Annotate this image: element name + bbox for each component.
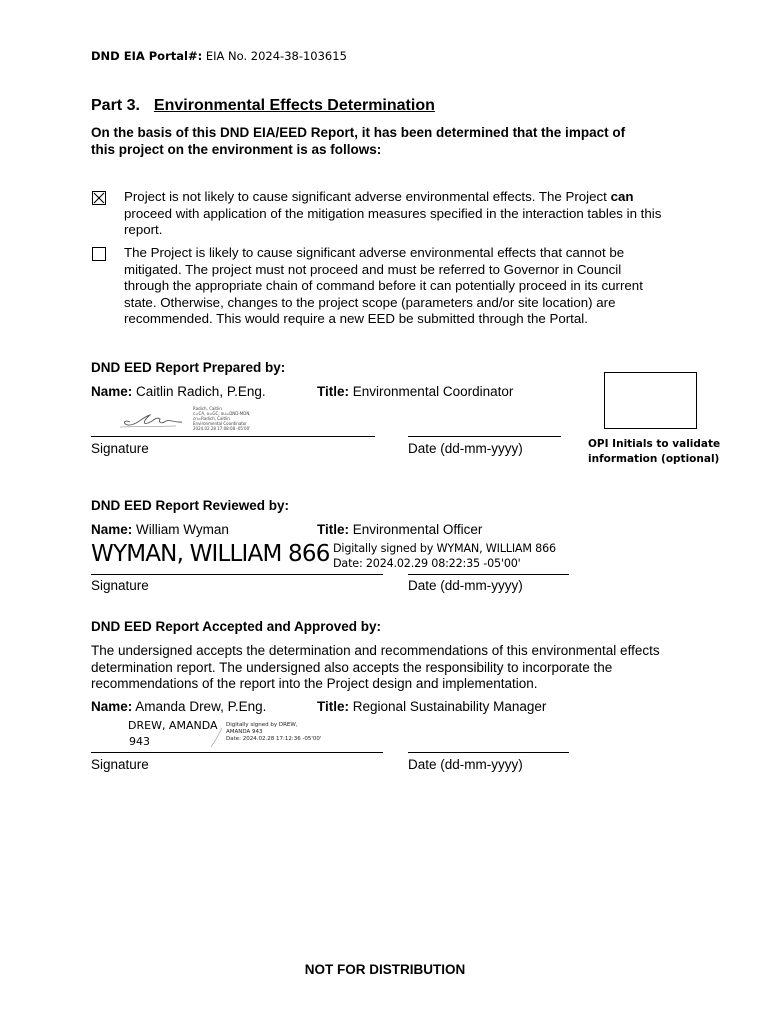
prepared-date-line[interactable] (408, 436, 561, 437)
signature-stroke-icon (208, 726, 226, 750)
reviewed-date-label: Date (dd-mm-yyyy) (408, 578, 523, 593)
reviewed-sig-line1: Digitally signed by WYMAN, WILLIAM 866 (333, 542, 556, 555)
name-label: Name: (91, 699, 133, 714)
option1-text-bold: can (610, 189, 634, 204)
name-label: Name: (91, 384, 133, 399)
option-significant-checkbox[interactable] (92, 247, 106, 261)
reviewed-title-field (317, 522, 482, 537)
cert-line: 2024.02.28 17:08:08 -05'00' (193, 426, 251, 431)
prepared-signature-certificate (193, 406, 251, 431)
portal-header (91, 49, 347, 63)
intro-text: On the basis of this DND EIA/EED Report, it has been determined that the impact of this project on the environment is as follows: (91, 125, 626, 157)
approved-sig-detail-line3: Date: 2024.02.28 17:12:36 -05'00' (226, 736, 322, 742)
reviewed-heading: DND EED Report Reviewed by: (91, 498, 290, 513)
title-label: Title: (317, 384, 350, 399)
approved-paragraph: The undersigned accepts the determination and recommendations of this environmental effects determination report. The undersigned also accepts the responsibility to incorporate the recommendations of the report into the Project design and implementation. (91, 643, 660, 691)
checkbox-x-icon (93, 192, 105, 204)
cert-line: Environmental Coordinator (193, 421, 247, 426)
prepared-name-field (91, 384, 266, 399)
prepared-signature-label: Signature (91, 441, 149, 456)
reviewed-title: Environmental Officer (352, 522, 483, 537)
cert-line: cn=Radich, Caitlin (193, 416, 230, 421)
prepared-name: Caitlin Radich, P.Eng. (136, 384, 266, 399)
option-significant-text: The Project is likely to cause significant adverse environmental effects that cannot be mitigated. The project must not proceed and must be referred to Governor in Council through the appropriate chain of command before it can potentially proceed in its current state. Otherwise, changes to the project scope (parameters and/or site location) are recommended. This would require a new EED be submitted through the Portal. (124, 245, 643, 326)
part-number: Part 3. (91, 97, 140, 114)
option-not-significant-text (124, 189, 669, 239)
reviewed-sig-line2: Date: 2024.02.29 08:22:35 -05'00' (333, 557, 521, 570)
footer-notice: NOT FOR DISTRIBUTION (304, 962, 466, 977)
handwritten-signature-icon (116, 410, 192, 430)
reviewed-name-field (91, 522, 229, 537)
opi-initials-box[interactable] (604, 372, 697, 429)
option-not-significant-checkbox[interactable] (92, 191, 106, 205)
part-title: Environmental Effects Determination (153, 97, 435, 114)
opi-caption-line2: information (optional) (588, 453, 720, 465)
approved-signature-label: Signature (91, 757, 149, 772)
approved-title-field (317, 699, 546, 714)
reviewed-digital-signature-details (333, 541, 556, 571)
prepared-heading: DND EED Report Prepared by: (91, 360, 286, 375)
opi-caption-line1: OPI Initials to validate (588, 438, 721, 450)
approved-title: Regional Sustainability Manager (352, 699, 547, 714)
name-label: Name: (91, 522, 133, 537)
approved-sig-name-line1: DREW, AMANDA (128, 719, 218, 732)
approved-heading: DND EED Report Accepted and Approved by: (91, 619, 382, 634)
prepared-signature-line[interactable] (91, 436, 375, 437)
cert-line: Radich, Caitlin (193, 406, 222, 411)
approved-name: Amanda Drew, P.Eng. (135, 699, 267, 714)
portal-number: EIA No. 2024-38-103615 (205, 49, 347, 63)
approved-sig-detail-line2: AMANDA 943 (226, 729, 263, 735)
approved-name-field (91, 699, 266, 714)
approved-sig-name-line2: 943 (129, 735, 150, 748)
title-label: Title: (317, 699, 350, 714)
approved-digital-signature-name (128, 718, 218, 750)
reviewed-signature-line[interactable] (91, 574, 383, 575)
prepared-title-field (317, 384, 513, 399)
approved-date-label: Date (dd-mm-yyyy) (408, 757, 523, 772)
part-heading (91, 97, 435, 115)
opi-caption (588, 437, 720, 467)
reviewed-name: William Wyman (136, 522, 229, 537)
portal-label: DND EIA Portal#: (91, 49, 203, 63)
title-label: Title: (317, 522, 350, 537)
approved-signature-line[interactable] (91, 752, 383, 753)
prepared-date-label: Date (dd-mm-yyyy) (408, 441, 523, 456)
cert-line: c=CA, o=GC, ou=DND-MDN, (193, 411, 251, 416)
approved-date-line[interactable] (408, 752, 569, 753)
option1-text-end: proceed with application of the mitigation measures specified in the interaction tables in this report. (124, 205, 662, 237)
prepared-title: Environmental Coordinator (352, 384, 514, 399)
approved-sig-detail-line1: Digitally signed by DREW, (226, 722, 298, 728)
reviewed-digital-signature-name: WYMAN, WILLIAM 866 (91, 541, 330, 567)
reviewed-date-line[interactable] (408, 574, 569, 575)
option1-text-start: Project is not likely to cause significant adverse environmental effects. The Project (124, 189, 611, 204)
approved-digital-signature-details (226, 722, 321, 743)
reviewed-signature-label: Signature (91, 578, 149, 593)
